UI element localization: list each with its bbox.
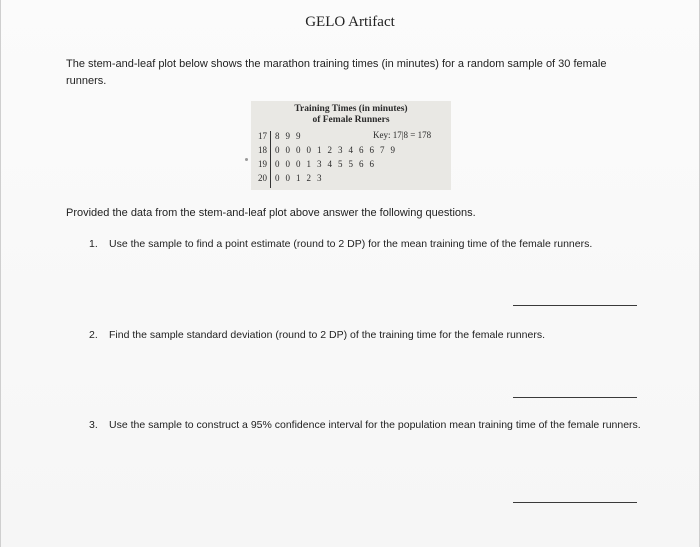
leaf-value: 1: [317, 145, 322, 155]
leaf-value: 6: [369, 159, 374, 169]
leaf-value: 1: [296, 173, 301, 183]
stem-and-leaf-plot: [251, 101, 451, 190]
leaf-value: 8: [275, 131, 280, 141]
leaf-value: 4: [327, 159, 332, 169]
leaf-value: 9: [285, 131, 290, 141]
leaf-value: 0: [296, 159, 301, 169]
leaf-value: 2: [327, 145, 332, 155]
question-3-number: 3.: [89, 419, 98, 431]
stem-leaf-divider: [270, 131, 271, 188]
answer-line-2[interactable]: [513, 397, 637, 398]
question-1-text: Use the sample to find a point estimate (round to 2 DP) for the mean training time of the female runners.: [109, 238, 593, 250]
question-1-number: 1.: [89, 238, 98, 250]
leaf-value: 0: [306, 145, 311, 155]
intro-paragraph: The stem-and-leaf plot below shows the marathon training times (in minutes) for a random sample of 30 female runners.: [66, 58, 607, 87]
leaf-row-19: [275, 159, 380, 170]
answer-line-1[interactable]: [513, 305, 637, 306]
leaf-value: 0: [285, 145, 290, 155]
plot-key: Key: 17|8 = 178: [373, 130, 432, 140]
question-2-text: Find the sample standard deviation (round to 2 DP) of the training time for the female runners.: [109, 329, 545, 341]
leaf-value: 0: [296, 145, 301, 155]
question-2-number: 2.: [89, 329, 98, 341]
leaf-value: 7: [380, 145, 385, 155]
leaf-value: 0: [275, 173, 280, 183]
page-title: GELO Artifact: [305, 14, 395, 30]
leaf-row-17: [275, 131, 307, 142]
stem-20: 20: [258, 173, 267, 183]
stem-19: 19: [258, 159, 267, 169]
question-3-text: Use the sample to construct a 95% confidence interval for the population mean training time of the female runners.: [109, 419, 641, 431]
leaf-value: 0: [285, 173, 290, 183]
stem-17: 17: [258, 131, 267, 141]
leaf-value: 5: [338, 159, 343, 169]
answer-line-3[interactable]: [513, 502, 637, 503]
plot-title: [251, 104, 451, 126]
stem-18: 18: [258, 145, 267, 155]
plot-title-line-2: of Female Runners: [312, 115, 390, 125]
plot-title-line-1: Training Times (in minutes): [294, 104, 408, 114]
leaf-value: 3: [317, 159, 322, 169]
leaf-value: 2: [306, 173, 311, 183]
leaf-value: 9: [296, 131, 301, 141]
leaf-value: 0: [275, 145, 280, 155]
leaf-value: 4: [348, 145, 353, 155]
leaf-row-18: [275, 145, 401, 156]
leaf-row-20: [275, 173, 328, 184]
bullet-mark: [245, 158, 248, 161]
leaf-value: 3: [338, 145, 343, 155]
leaf-value: 0: [275, 159, 280, 169]
leaf-value: 9: [390, 145, 395, 155]
leaf-value: 6: [369, 145, 374, 155]
leaf-value: 0: [285, 159, 290, 169]
leaf-value: 5: [348, 159, 353, 169]
leaf-value: 6: [359, 159, 364, 169]
instructions-text: Provided the data from the stem-and-leaf plot above answer the following questions.: [66, 207, 476, 219]
leaf-value: 3: [317, 173, 322, 183]
leaf-value: 6: [359, 145, 364, 155]
leaf-value: 1: [306, 159, 311, 169]
